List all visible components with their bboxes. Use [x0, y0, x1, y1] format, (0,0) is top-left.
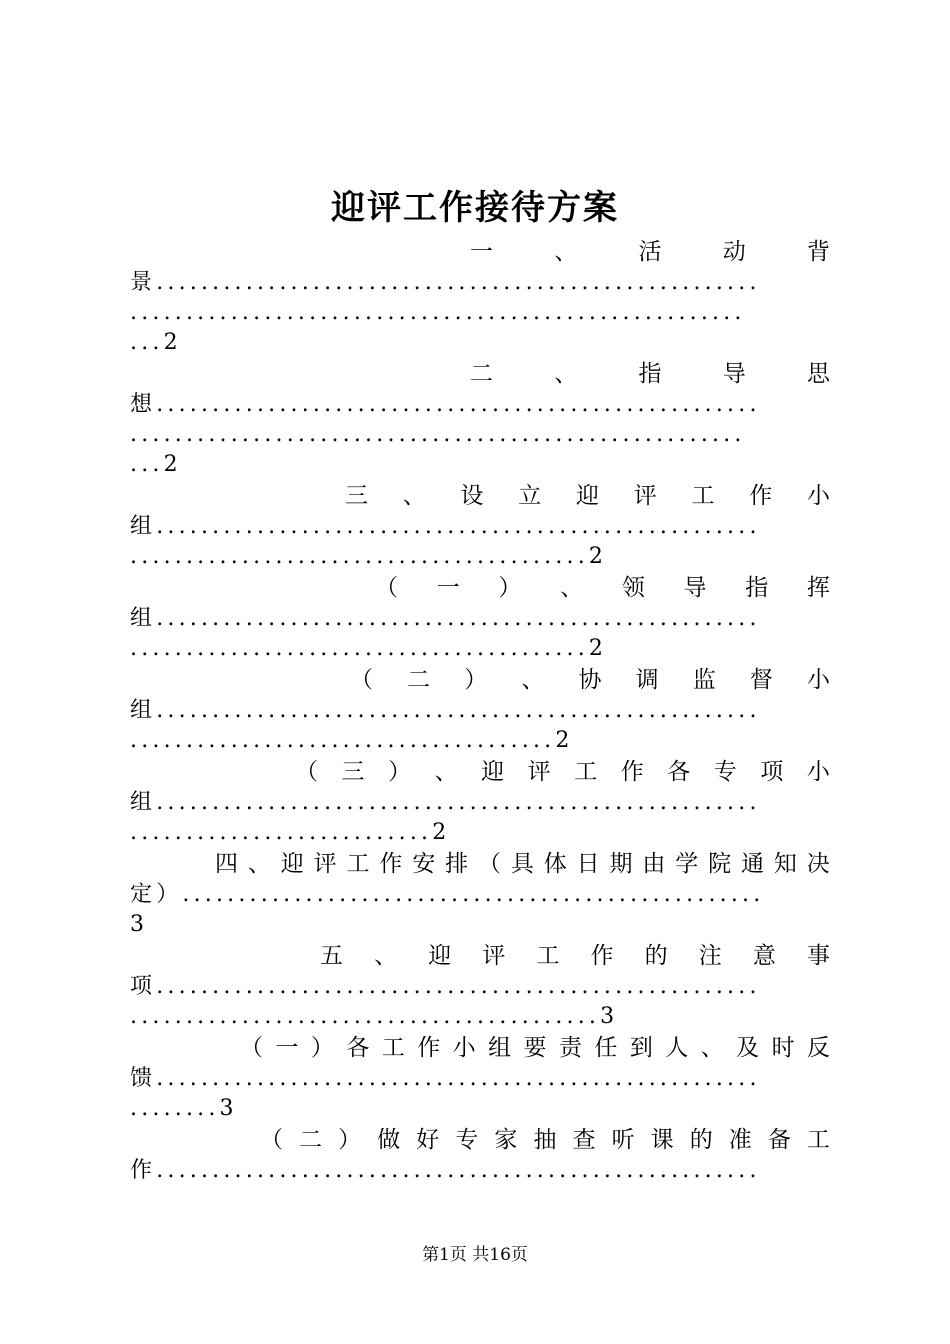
toc-entry [130, 756, 830, 848]
toc-entry-heading: 三 、 设 立 迎 评 工 作 小 [345, 483, 830, 509]
toc-entry [130, 572, 830, 664]
page-title: 迎评工作接待方案 [331, 188, 619, 228]
toc-entry-heading: 四 、 迎 评 工 作 安 排 （ 具 体 日 期 由 学 院 通 知 决 [215, 851, 830, 877]
toc-entry-leader-line: ...2 [130, 452, 182, 477]
toc-entry-leader-line: 作...................................................... [130, 1158, 761, 1183]
toc-entry [130, 358, 830, 480]
toc-entry-heading: 二 、 指 导 思 [470, 361, 830, 387]
toc-entry-leader-line: ........3 [130, 1096, 238, 1121]
toc-entry-leader-line: ......................................2 [130, 728, 574, 753]
toc-entry-leader-line: 想...................................................... [130, 392, 761, 417]
toc-entry-leader-line: 组...................................................... [130, 606, 761, 631]
toc-entry-leader-line: .........................................2 [130, 544, 608, 569]
toc-entry [130, 848, 830, 940]
toc-entry-leader-line: ...........................2 [130, 820, 451, 845]
toc-entry-leader-line: 定）.................................................... [130, 882, 765, 907]
toc-entry-heading: （ 一 ） 、 领 导 指 挥 [375, 575, 830, 601]
toc-entry [130, 1124, 830, 1186]
toc-entry-heading: 五 、 迎 评 工 作 的 注 意 事 [320, 943, 830, 969]
toc-entry-leader-line: ..........................................3 [130, 1004, 619, 1029]
toc-entry-leader-line: 组...................................................... [130, 514, 761, 539]
toc-entry [130, 664, 830, 756]
toc-entry-heading: （ 三 ） 、 迎 评 工 作 各 专 项 小 [295, 759, 830, 785]
table-of-contents [130, 236, 830, 1186]
toc-entry-heading: （ 二 ） 、 协 调 监 督 小 [350, 667, 830, 693]
toc-entry-leader-line: 景...................................................... [130, 270, 761, 295]
toc-entry [130, 236, 830, 358]
toc-entry-leader-line: ....................................................... [130, 422, 746, 447]
toc-entry [130, 1032, 830, 1124]
toc-entry-leader-line: ...2 [130, 330, 182, 355]
toc-entry [130, 480, 830, 572]
toc-entry-leader-line: 组...................................................... [130, 698, 761, 723]
toc-entry-leader-line: ....................................................... [130, 300, 746, 325]
toc-entry-heading: （ 一 ） 各 工 作 小 组 要 责 任 到 人 、 及 时 反 [240, 1035, 830, 1061]
toc-entry-leader-line: 项...................................................... [130, 974, 761, 999]
toc-entry [130, 940, 830, 1032]
toc-entry-heading: （ 二 ） 做 好 专 家 抽 查 听 课 的 准 备 工 [260, 1127, 830, 1153]
toc-entry-leader-line: 馈...................................................... [130, 1066, 761, 1091]
toc-entry-heading: 一 、 活 动 背 [470, 239, 830, 265]
toc-entry-leader-line: 3 [130, 912, 149, 937]
page-footer: 第1页 共16页 [422, 1245, 528, 1265]
toc-entry-leader-line: .........................................2 [130, 636, 608, 661]
toc-entry-leader-line: 组...................................................... [130, 790, 761, 815]
